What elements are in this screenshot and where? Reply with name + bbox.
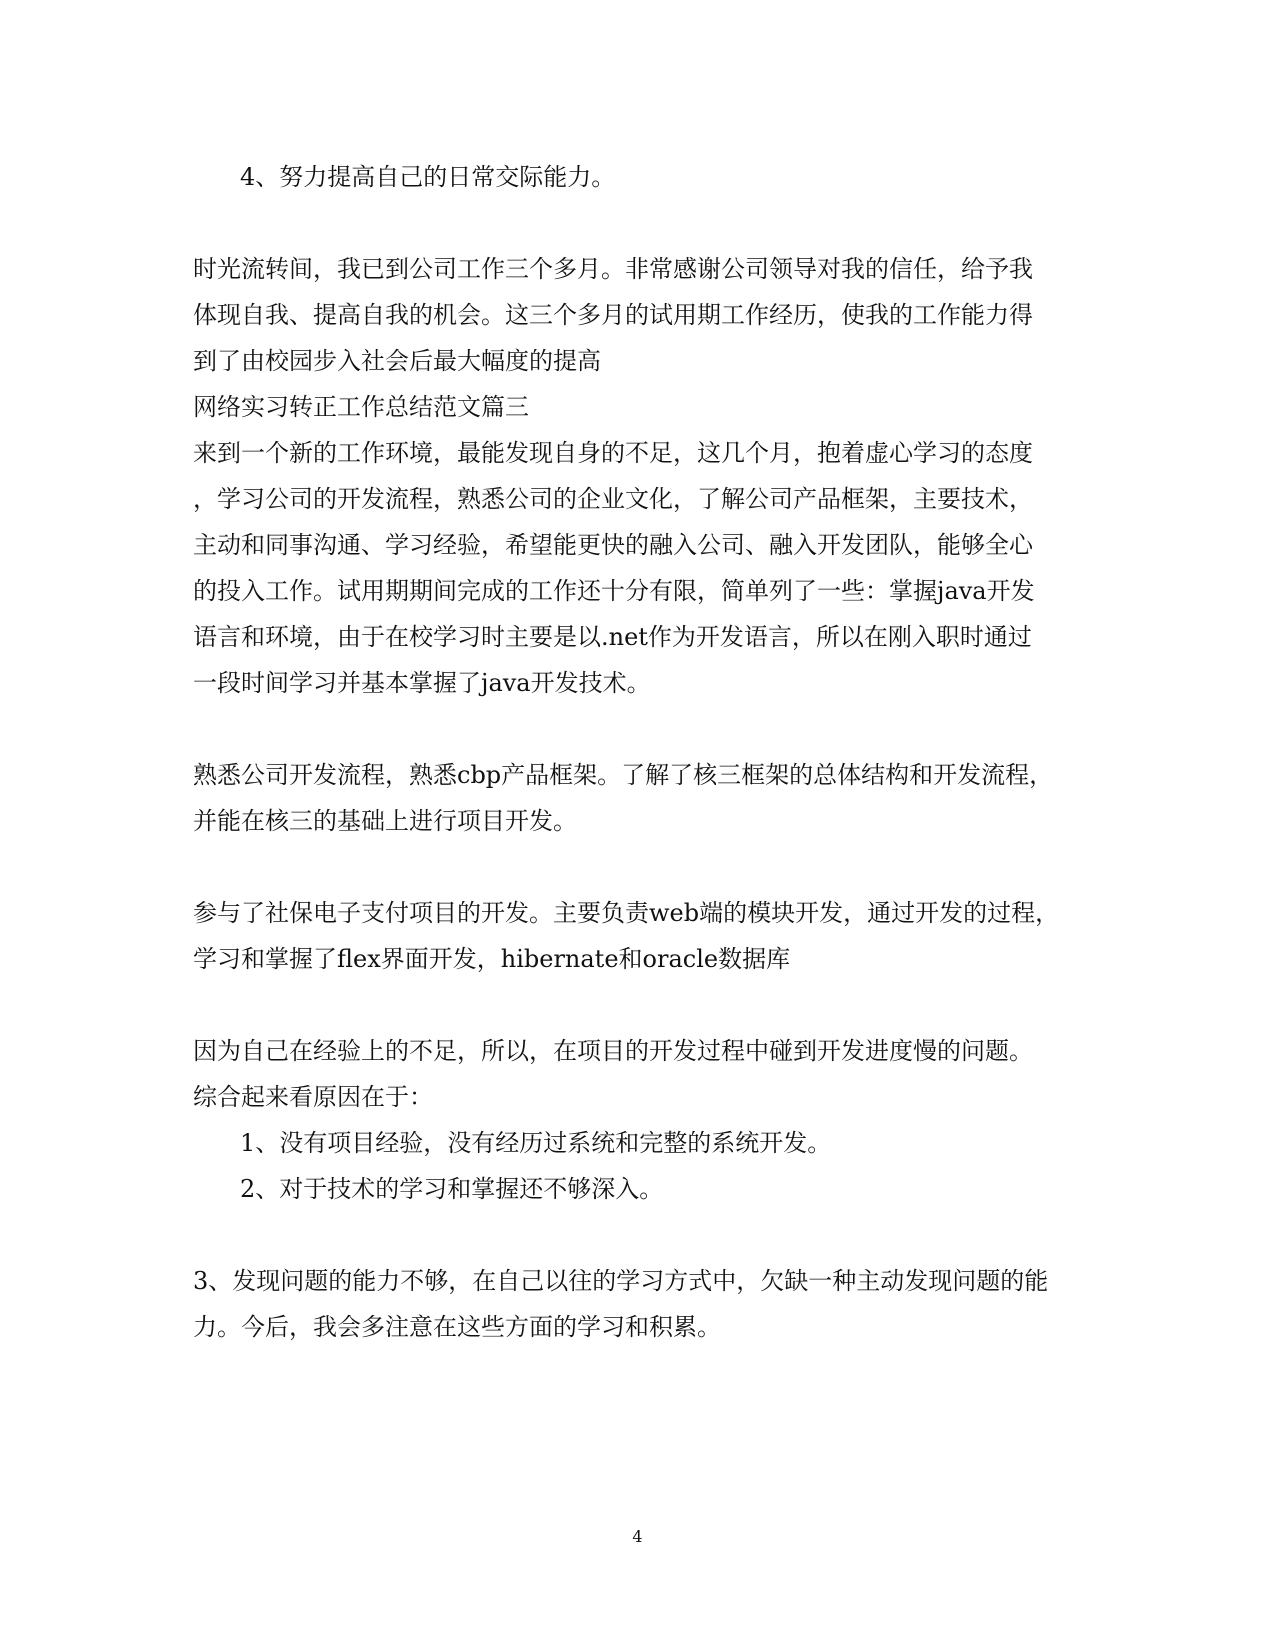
paragraph-line: 力。今后，我会多注意在这些方面的学习和积累。 — [193, 1313, 721, 1341]
paragraph-line: ，学习公司的开发流程，熟悉公司的企业文化，了解公司产品框架，主要技术， — [193, 485, 1033, 513]
paragraph-line: 参与了社保电子支付项目的开发。主要负责web端的模块开发，通过开发的过程， — [193, 899, 1060, 927]
list-item-4: 4、努力提高自己的日常交际能力。 — [240, 163, 616, 191]
paragraph-line: 的投入工作。试用期期间完成的工作还十分有限，简单列了一些：掌握java开发 — [193, 577, 1035, 605]
paragraph-line: 因为自己在经验上的不足，所以，在项目的开发过程中碰到开发进度慢的问题。 — [193, 1037, 1033, 1065]
paragraph-line: 来到一个新的工作环境，最能发现自身的不足，这几个月，抱着虚心学习的态度 — [193, 439, 1033, 467]
paragraph-line: 主动和同事沟通、学习经验，希望能更快的融入公司、融入开发团队，能够全心 — [193, 531, 1033, 559]
paragraph-line: 并能在核三的基础上进行项目开发。 — [193, 807, 577, 835]
section-heading: 网络实习转正工作总结范文篇三 — [193, 393, 529, 421]
paragraph-line: 时光流转间，我已到公司工作三个多月。非常感谢公司领导对我的信任，给予我 — [193, 255, 1033, 283]
paragraph-line: 语言和环境，由于在校学习时主要是以.net作为开发语言，所以在刚入职时通过 — [193, 623, 1032, 651]
paragraph-line: 熟悉公司开发流程，熟悉cbp产品框架。了解了核三框架的总体结构和开发流程， — [193, 761, 1054, 789]
paragraph-line: 到了由校园步入社会后最大幅度的提高 — [193, 347, 601, 375]
paragraph-line: 体现自我、提高自我的机会。这三个多月的试用期工作经历，使我的工作能力得 — [193, 301, 1033, 329]
page-number: 4 — [632, 1527, 643, 1546]
list-item-2: 2、对于技术的学习和掌握还不够深入。 — [240, 1175, 664, 1203]
paragraph-line: 综合起来看原因在于： — [193, 1083, 433, 1111]
paragraph-line: 一段时间学习并基本掌握了java开发技术。 — [193, 669, 651, 697]
list-item-1: 1、没有项目经验，没有经历过系统和完整的系统开发。 — [240, 1129, 832, 1157]
paragraph-line: 学习和掌握了flex界面开发，hibernate和oracle数据库 — [193, 945, 791, 973]
paragraph-line: 3、发现问题的能力不够，在自己以往的学习方式中，欠缺一种主动发现问题的能 — [193, 1267, 1049, 1295]
